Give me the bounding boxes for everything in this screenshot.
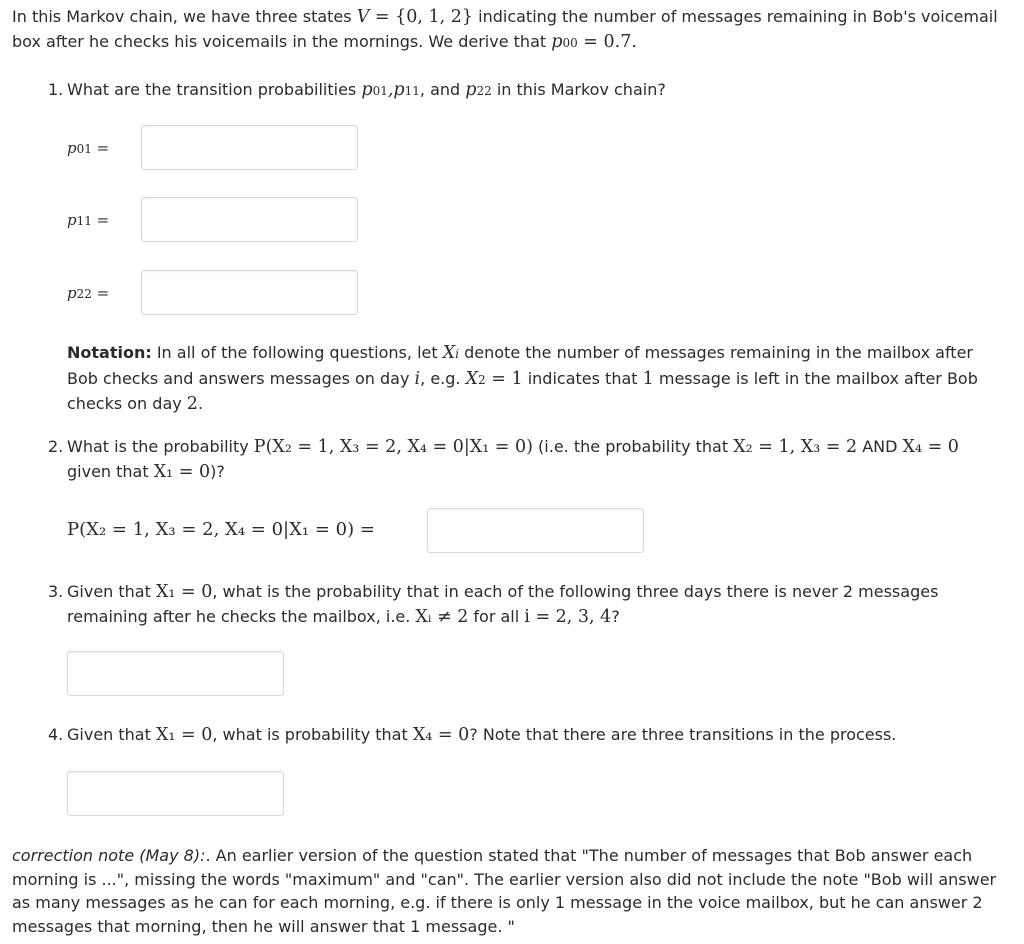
intro-text-2: indicating the number of messages remaining in Bob's voicemail box after he checks his voicemails in the mornings. We derive that: [12, 7, 998, 51]
question-1: 1. What are the transition probabilities p01,p11, and p22 in this Markov chain?: [48, 80, 666, 100]
q2-answer-input[interactable]: [427, 508, 644, 553]
p01-input[interactable]: [141, 125, 358, 170]
p22-input[interactable]: [141, 270, 358, 315]
question-3: 3. Given that X₁ = 0, what is the probability that in each of the following three days there is never 2 messages remaining after he checks the mailbox, i.e. Xᵢ ≠ 2 for all i = 2, 3, 4?: [48, 582, 939, 627]
p00-math: p00 = 0.7.: [551, 31, 637, 52]
question-2: 2. What is the probability P(X₂ = 1, X₃ = 2, X₄ = 0|X₁ = 0) (i.e. the probability that X₂ = 1, X₃ = 2 AND X₄ = 0 given that X₁ = 0)?: [48, 437, 959, 482]
q4-answer-input[interactable]: [67, 771, 284, 816]
correction-note: correction note (May 8):. An earlier version of the question stated that "The number of messages that Bob answer each morning is ...", missing the words "maximum" and "can". The earlier version also did not include the note "Bob will answer as many messages as he can for each morning, e.g. if there is only 1 message in the voice mailbox, but he can answer 2 messages that morning, then he will answer that 1 message. ": [12, 846, 997, 936]
notation-paragraph: Notation: In all of the following questions, let Xi denote the number of messages remaining in the mailbox after Bob checks and answers messages on day i, e.g. X2 = 1 indicates that 1 message is left in the mailbox after Bob checks on day 2.: [67, 343, 978, 414]
q3-answer-input[interactable]: [67, 651, 284, 696]
state-set-math: V = {0, 1, 2}: [356, 7, 474, 27]
p22-label: p22 =: [67, 284, 110, 302]
p01-label: p01 =: [67, 139, 110, 157]
question-4: 4. Given that X₁ = 0, what is probability that X₄ = 0? Note that there are three transitions in the process.: [48, 725, 897, 745]
p11-input[interactable]: [141, 197, 358, 242]
p11-label: p11 =: [67, 211, 110, 229]
intro-text: In this Markov chain, we have three states: [12, 7, 357, 26]
q2-answer-label: P(X₂ = 1, X₃ = 2, X₄ = 0|X₁ = 0) =: [67, 519, 375, 540]
intro-paragraph: [12, 5, 1012, 55]
